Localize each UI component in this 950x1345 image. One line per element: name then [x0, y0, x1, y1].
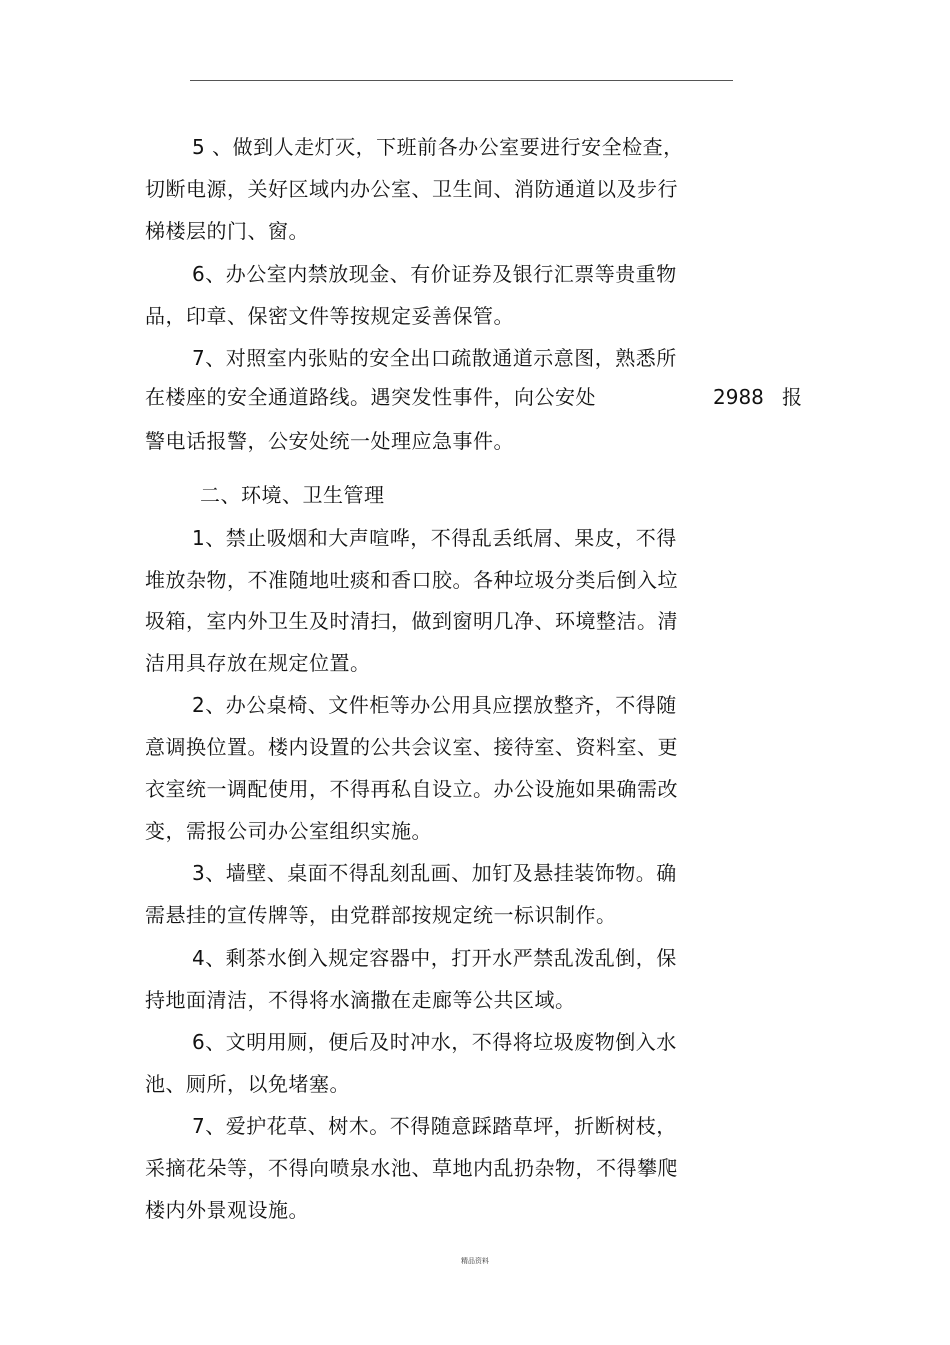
- text-line: 6、办公室内禁放现金、有价证券及银行汇票等贵重物: [192, 262, 677, 286]
- text-line: 堆放杂物，不准随地吐痰和香口胶。各种垃圾分类后倒入垃: [145, 568, 678, 592]
- text-line: 持地面清洁，不得将水滴撒在走廊等公共区域。: [145, 988, 576, 1012]
- text-line: 品，印章、保密文件等按规定妥善保管。: [145, 304, 514, 328]
- text-line: 3、墙壁、桌面不得乱刻乱画、加钉及悬挂装饰物。确: [192, 861, 677, 885]
- text-line: 4、剩茶水倒入规定容器中，打开水严禁乱泼乱倒，保: [192, 946, 677, 970]
- text-line: 警电话报警，公安处统一处理应急事件。: [145, 429, 514, 453]
- text-line: 圾箱，室内外卫生及时清扫，做到窗明几净、环境整洁。清: [145, 609, 678, 633]
- text-line: 楼内外景观设施。: [145, 1198, 309, 1222]
- text-line: 7、爱护花草、树木。不得随意踩踏草坪，折断树枝，: [192, 1114, 677, 1138]
- text-line: 需悬挂的宣传牌等，由党群部按规定统一标识制作。: [145, 903, 617, 927]
- text-line: 洁用具存放在规定位置。: [145, 651, 371, 675]
- phone-suffix: 报: [782, 385, 802, 409]
- section-heading: 二、环境、卫生管理: [200, 483, 385, 507]
- text-line: 变，需报公司办公室组织实施。: [145, 819, 432, 843]
- header-rule: [190, 80, 733, 81]
- text-line: 7、对照室内张贴的安全出口疏散通道示意图，熟悉所: [192, 346, 677, 370]
- text-line: 在楼座的安全通道路线。遇突发性事件，向公安处: [145, 385, 596, 409]
- text-line: 1、禁止吸烟和大声喧哗，不得乱丢纸屑、果皮，不得: [192, 526, 677, 550]
- text-line: 2、办公桌椅、文件柜等办公用具应摆放整齐，不得随: [192, 693, 677, 717]
- text-line: 5 、做到人走灯灭，下班前各办公室要进行安全检查，: [192, 135, 684, 159]
- text-line: 梯楼层的门、窗。: [145, 219, 309, 243]
- text-line: 池、厕所，以免堵塞。: [145, 1072, 350, 1096]
- text-line: 采摘花朵等，不得向喷泉水池、草地内乱扔杂物，不得攀爬: [145, 1156, 678, 1180]
- text-line: 切断电源，关好区域内办公室、卫生间、消防通道以及步行: [145, 177, 678, 201]
- page-footer: 精品资料: [461, 1257, 489, 1265]
- text-line: 衣室统一调配使用，不得再私自设立。办公设施如果确需改: [145, 777, 678, 801]
- text-line: 6、文明用厕，便后及时冲水，不得将垃圾废物倒入水: [192, 1030, 677, 1054]
- phone-number: 2988: [713, 385, 764, 409]
- text-line: 意调换位置。楼内设置的公共会议室、接待室、资料室、更: [145, 735, 678, 759]
